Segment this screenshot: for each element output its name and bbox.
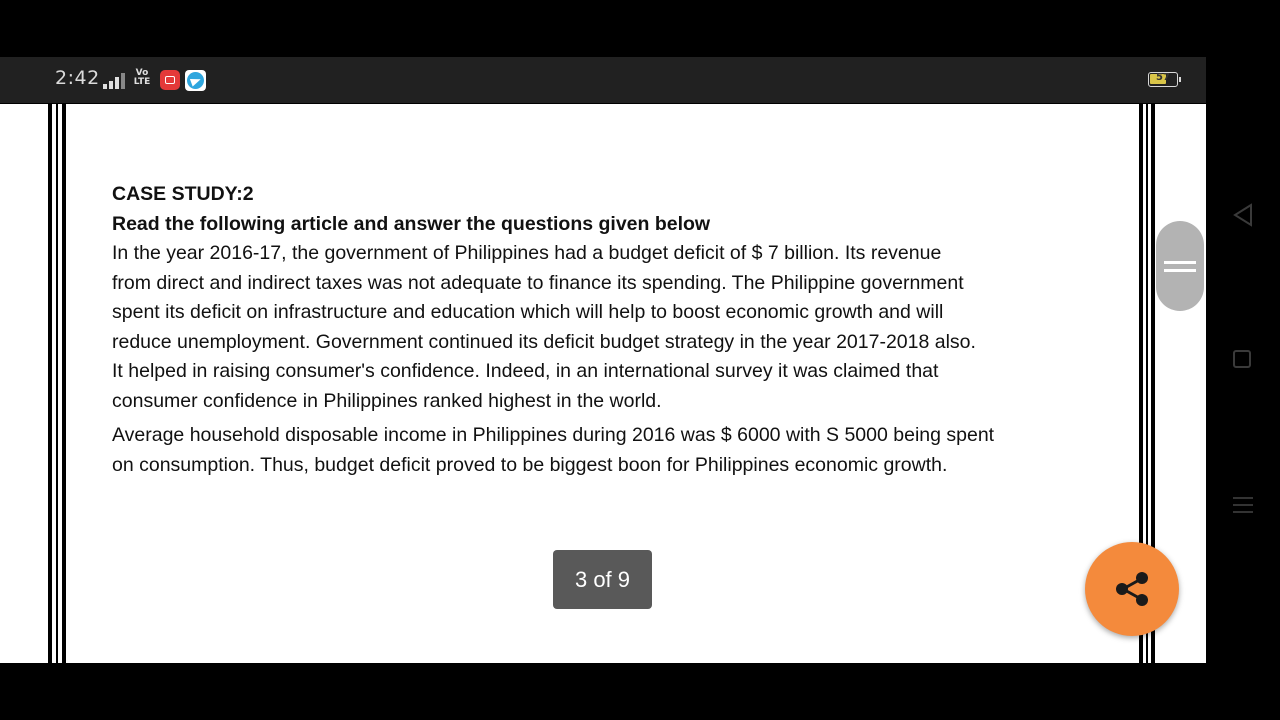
page-border-left-mid: [56, 104, 58, 663]
status-time: 2:42: [55, 67, 100, 89]
battery-level: 57: [1156, 72, 1170, 83]
paragraph-line: It helped in raising consumer's confidence. Indeed, in an international survey it was claimed that: [112, 360, 939, 382]
page-border-left-outer: [48, 104, 52, 663]
page-indicator: 3 of 9: [553, 550, 652, 609]
paragraph-1: [112, 239, 1082, 416]
menu-icon[interactable]: [1233, 495, 1253, 515]
fast-scroll-handle[interactable]: [1156, 221, 1204, 311]
document-viewer[interactable]: [0, 104, 1206, 663]
navigation-bar: [1206, 0, 1280, 720]
page-border-left-inner: [62, 104, 66, 663]
signal-icon: [103, 73, 125, 89]
paragraph-2: [112, 421, 1082, 480]
battery-icon: [1148, 72, 1178, 87]
telegram-icon: [185, 70, 206, 91]
paragraph-line: consumer confidence in Philippines ranked highest in the world.: [112, 389, 662, 412]
screen-recorder-icon: [160, 70, 180, 90]
home-icon[interactable]: [1233, 350, 1251, 368]
volte-icon: Vo LTE: [133, 68, 151, 87]
share-icon: [1085, 542, 1179, 636]
case-study-heading: CASE STUDY:2: [112, 183, 254, 205]
paragraph-line: on consumption. Thus, budget deficit proved to be biggest boon for Philippines economic growth.: [112, 453, 948, 476]
paragraph-line: Average household disposable income in Philippines during 2016 was $ 6000 with S 5000 being spent: [112, 424, 995, 446]
paragraph-line: from direct and indirect taxes was not adequate to finance its spending. The Philippine government: [112, 271, 964, 294]
back-icon[interactable]: [1231, 202, 1257, 228]
paragraph-line: reduce unemployment. Government continued its deficit budget strategy in the year 2017-2018 also.: [112, 330, 976, 353]
document-page-content: [112, 180, 1082, 480]
paragraph-line: spent its deficit on infrastructure and education which will help to boost economic growth and will: [112, 301, 944, 323]
share-button[interactable]: [1085, 542, 1179, 636]
paragraph-line: In the year 2016-17, the government of Philippines had a budget deficit of $ 7 billion. Its revenue: [112, 242, 942, 264]
status-bar: [0, 57, 1206, 103]
instructions-heading: Read the following article and answer the questions given below: [112, 212, 711, 235]
